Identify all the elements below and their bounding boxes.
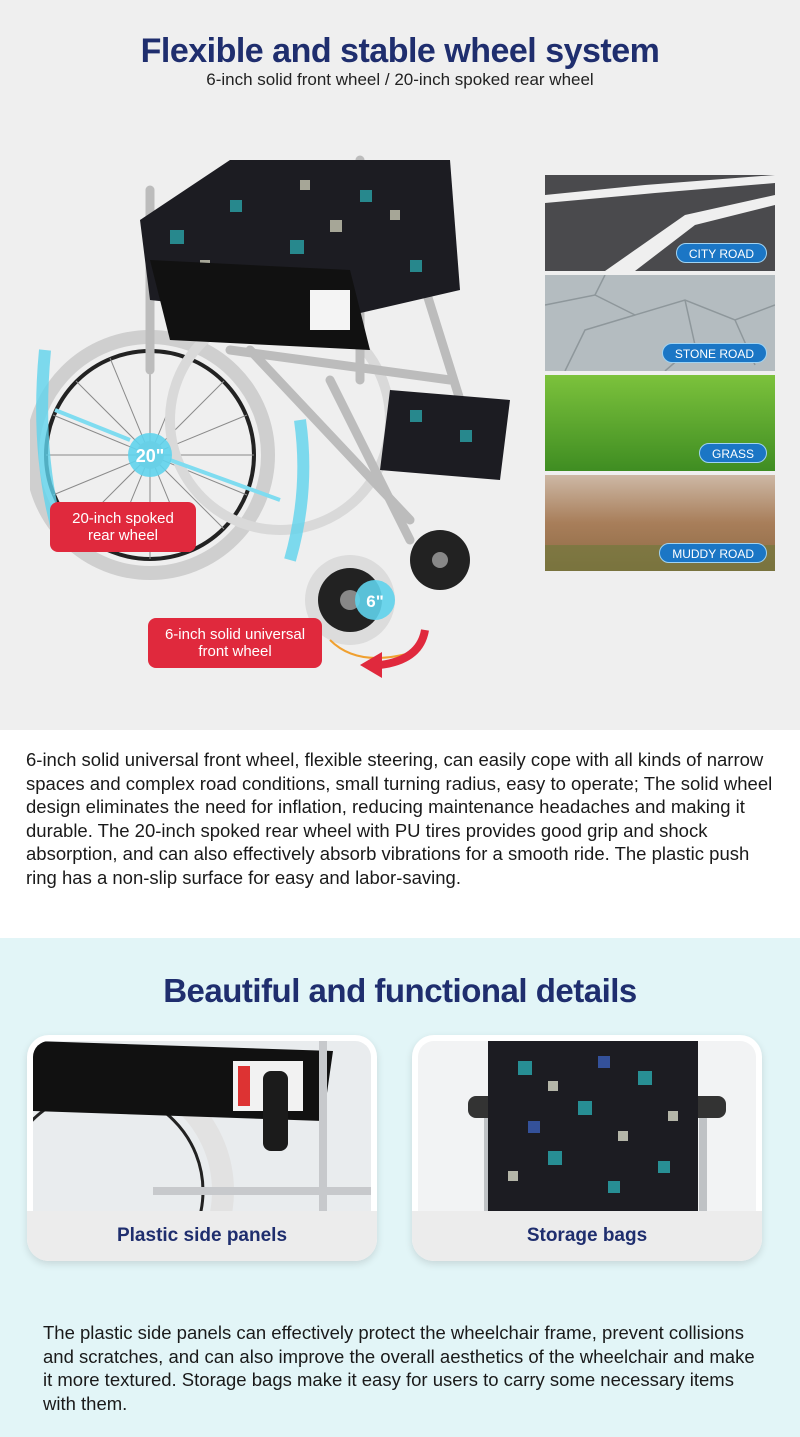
storage-bag-image <box>418 1041 756 1211</box>
road-tile-muddy <box>545 475 775 571</box>
side-panel-image <box>33 1041 371 1211</box>
road-tile-city <box>545 175 775 271</box>
front-wheel-label: 6-inch solid universal front wheel <box>148 618 322 668</box>
road-tag-grass: GRASS <box>699 443 767 463</box>
details-title: Beautiful and functional details <box>163 972 637 1009</box>
card-caption-storage-bags: Storage bags <box>412 1211 762 1261</box>
detail-card-side-panels <box>27 1035 377 1261</box>
road-tile-stone <box>545 275 775 371</box>
wheelchair-image <box>30 120 530 680</box>
road-tag-stone: STONE ROAD <box>662 343 767 363</box>
detail-card-storage-bags <box>412 1035 762 1261</box>
card-caption-side-panels: Plastic side panels <box>27 1211 377 1261</box>
front-size-badge: 6" <box>366 592 384 611</box>
details-section <box>0 938 800 1437</box>
section-title: Flexible and stable wheel system <box>140 32 660 70</box>
rear-wheel-label: 20-inch spoked rear wheel <box>50 502 196 552</box>
rear-size-badge: 20" <box>135 446 165 466</box>
wheel-system-description: 6-inch solid universal front wheel, flexible steering, can easily cope with all kinds of narrow spaces and complex road conditions, small turning radius, easy to operate; The solid wheel design eliminates the need for inflation, reducing maintenance headaches and making it durable. The 20-inch spoked rear wheel with PU tires provides good grip and shock absorption, and can also effectively absorb vibrations for a smooth ride. The plastic push ring has a non-slip surface for easy and labor-saving. <box>26 749 773 888</box>
section-subtitle: 6-inch solid front wheel / 20-inch spoked rear wheel <box>206 70 594 89</box>
road-tag-city: CITY ROAD <box>676 243 767 263</box>
details-description: The plastic side panels can effectively protect the wheelchair frame, prevent collisions and scratches, and can also improve the overall aesthetics of the wheelchair and make it more textured. Storage bags make it easy for users to carry some necessary items with them. <box>43 1322 755 1414</box>
road-tile-grass <box>545 375 775 471</box>
road-tag-muddy: MUDDY ROAD <box>659 543 767 563</box>
